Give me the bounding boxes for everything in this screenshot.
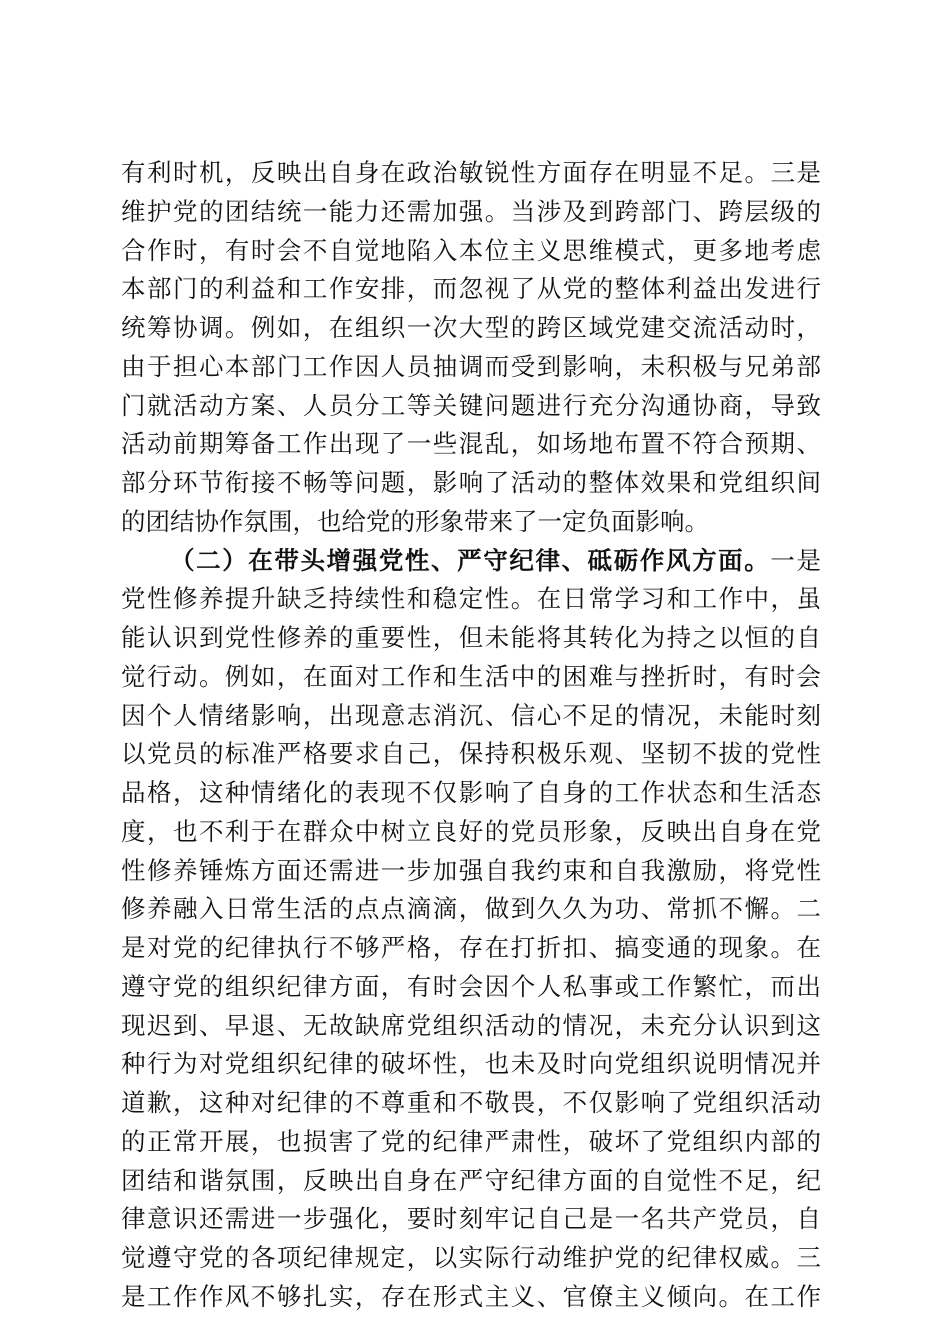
text-line: 党性修养提升缺乏持续性和稳定性。在日常学习和工作中，虽 [121, 584, 821, 614]
section-heading: （二）在带头增强党性、严守纪律、砥砺作风方面。 [170, 545, 771, 575]
text-line: 维护党的团结统一能力还需加强。当涉及到跨部门、跨层级的 [121, 196, 821, 226]
text-line: 是对党的纪律执行不够严格，存在打折扣、搞变通的现象。在 [121, 933, 821, 962]
text-line: 部分环节衔接不畅等问题，影响了活动的整体效果和党组织间 [121, 468, 821, 497]
text-line: 种行为对党组织纪律的破坏性，也未及时向党组织说明情况并 [121, 1049, 821, 1079]
text-line: 道歉，这种对纪律的不尊重和不敬畏，不仅影响了党组织活动 [121, 1088, 821, 1117]
text-line: 觉行动。例如，在面对工作和生活中的困难与挫折时，有时会 [121, 661, 821, 691]
text-line: 本部门的利益和工作安排，而忽视了从党的整体利益出发进行 [121, 274, 821, 304]
text-line: 觉遵守党的各项纪律规定，以实际行动维护党的纪律权威。三 [121, 1243, 821, 1272]
text-line: 的团结协作氛围，也给党的形象带来了一定负面影响。 [121, 506, 709, 536]
text-line: 合作时，有时会不自觉地陷入本位主义思维模式，更多地考虑 [121, 235, 821, 265]
text-line: 统筹协调。例如，在组织一次大型的跨区域党建交流活动时， [121, 313, 821, 342]
text-line: 是工作作风不够扎实，存在形式主义、官僚主义倾向。在工作 [121, 1281, 821, 1311]
text-line: 度，也不利于在群众中树立良好的党员形象，反映出自身在党 [121, 816, 821, 846]
text-line: 性修养锤炼方面还需进一步加强自我约束和自我激励，将党性 [121, 855, 821, 885]
text-line: 团结和谐氛围，反映出自身在严守纪律方面的自觉性不足，纪 [121, 1165, 821, 1195]
text-line: 修养融入日常生活的点点滴滴，做到久久为功、常抓不懈。二 [121, 894, 821, 924]
text-line: 活动前期筹备工作出现了一些混乱，如场地布置不符合预期、 [121, 429, 821, 459]
document-page [121, 154, 821, 1317]
paragraph-political-sensitivity [121, 154, 821, 542]
text-line: 品格，这种情绪化的表现不仅影响了自身的工作状态和生活态 [121, 778, 821, 807]
text-line: 因个人情绪影响，出现意志消沉、信心不足的情况，未能时刻 [121, 700, 821, 730]
text-line: 律意识还需进一步强化，要时刻牢记自己是一名共产党员，自 [121, 1204, 821, 1234]
paragraph-party-spirit-discipline [121, 542, 821, 1317]
text-line: 以党员的标准严格要求自己，保持积极乐观、坚韧不拔的党性 [121, 739, 821, 769]
text-run: 一是 [770, 545, 822, 575]
text-line: 由于担心本部门工作因人员抽调而受到影响，未积极与兄弟部 [121, 351, 821, 381]
text-line: 的正常开展，也损害了党的纪律严肃性，破坏了党组织内部的 [121, 1126, 821, 1156]
text-line: 现迟到、早退、无故缺席党组织活动的情况，未充分认识到这 [121, 1010, 821, 1040]
text-line: 能认识到党性修养的重要性，但未能将其转化为持之以恒的自 [121, 623, 821, 652]
section-heading-line [121, 542, 821, 581]
text-line: 有利时机，反映出自身在政治敏锐性方面存在明显不足。三是 [121, 158, 821, 187]
text-line: 门就活动方案、人员分工等关键问题进行充分沟通协商，导致 [121, 390, 821, 420]
text-line: 遵守党的组织纪律方面，有时会因个人私事或工作繁忙，而出 [121, 971, 821, 1001]
